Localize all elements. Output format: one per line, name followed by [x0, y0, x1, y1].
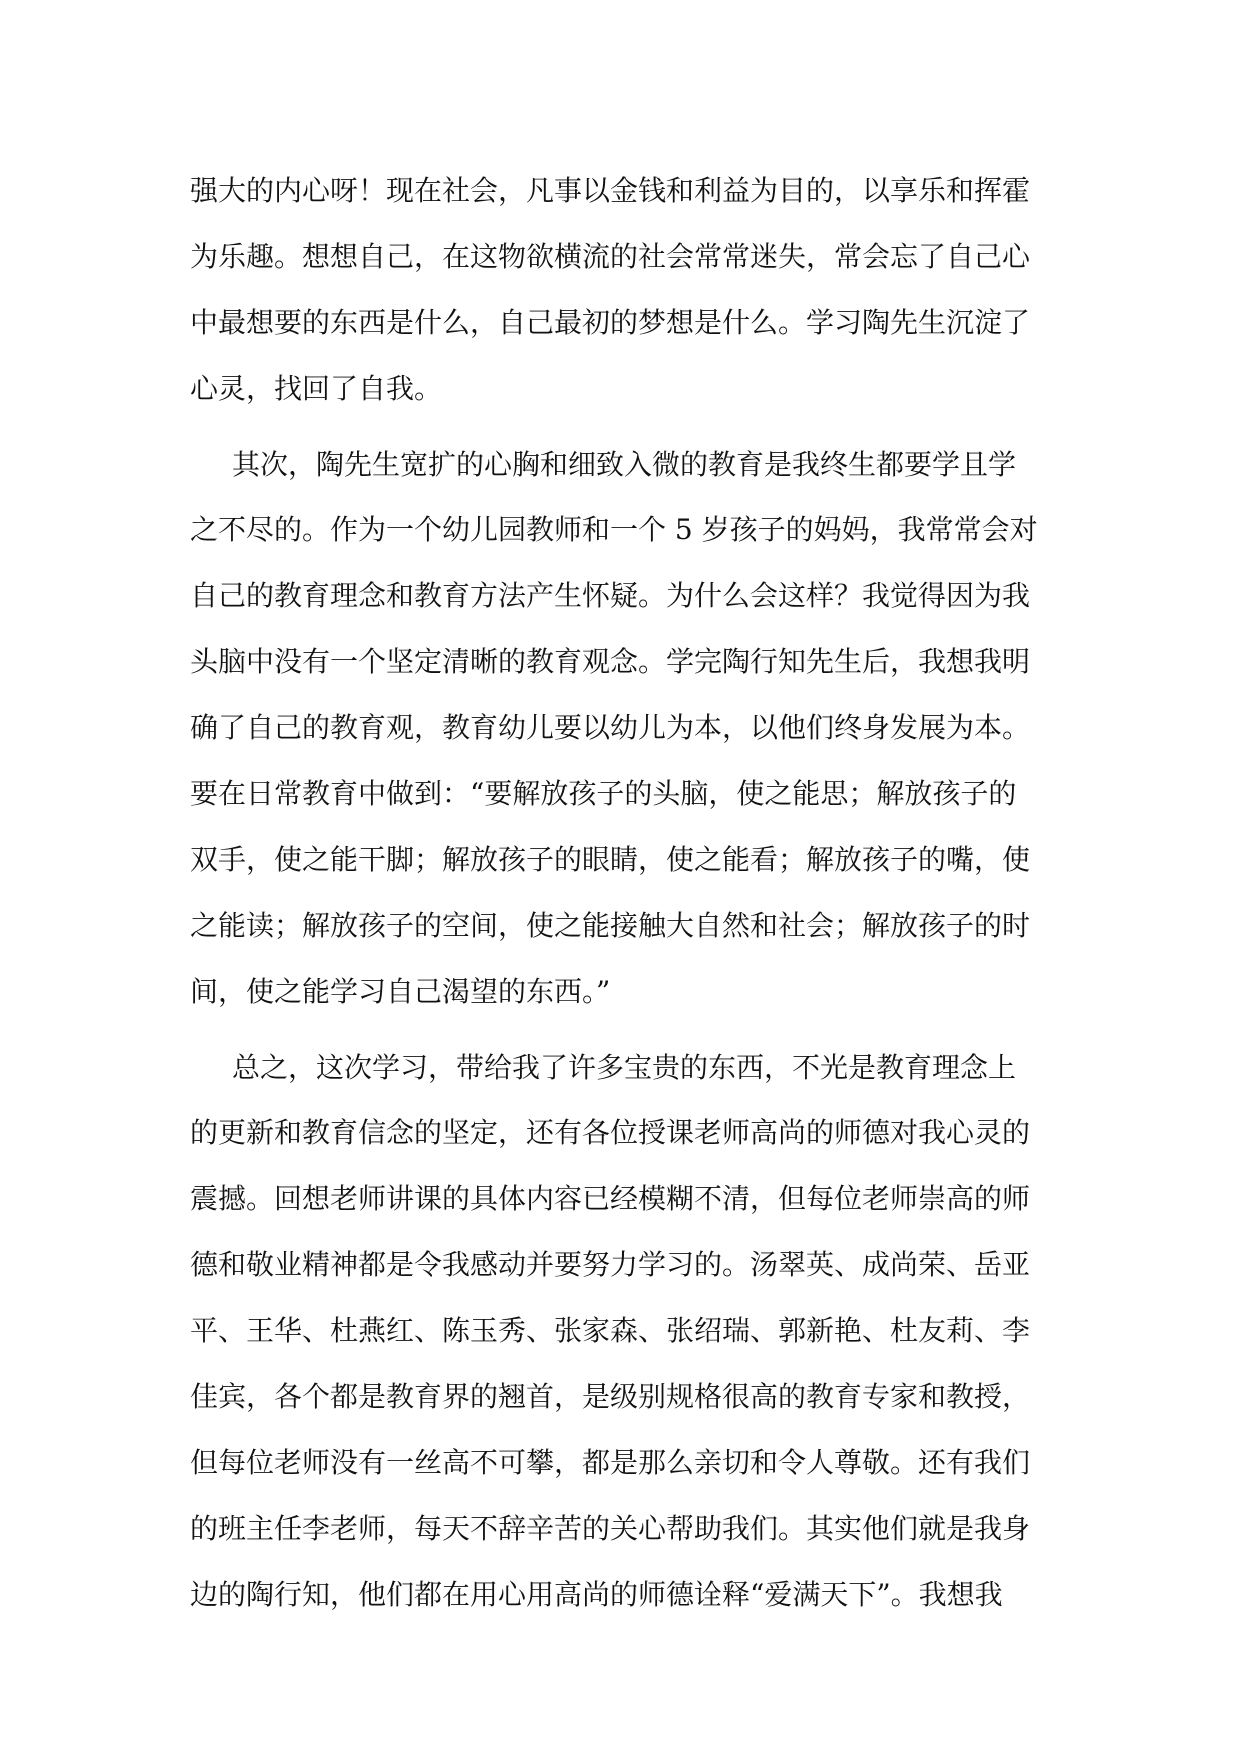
text-line: 平、王华、杜燕红、陈玉秀、张家森、张绍瑞、郭新艳、杜友莉、李 — [190, 1314, 1031, 1348]
text-line: 其次，陶先生宽扩的心胸和细致入微的教育是我终生都要学且学 — [232, 447, 1017, 481]
text-line: 之不尽的。作为一个幼儿园教师和一个 5 岁孩子的妈妈，我常常会对 — [190, 513, 1038, 547]
text-line: 德和敬业精神都是令我感动并要努力学习的。汤翠英、成尚荣、岳亚 — [190, 1248, 1031, 1282]
text-line: 的更新和教育信念的坚定，还有各位授课老师高尚的师德对我心灵的 — [190, 1116, 1031, 1150]
text-line: 心灵，找回了自我。 — [190, 371, 443, 405]
document-body — [190, 158, 1060, 1628]
text-line: 强大的内心呀！现在社会，凡事以金钱和利益为目的，以享乐和挥霍 — [190, 174, 1031, 207]
text-line: 震撼。回想老师讲课的具体内容已经模糊不清，但每位老师崇高的师 — [190, 1182, 1031, 1216]
paragraph-2 — [190, 432, 1060, 1025]
paragraph-1 — [190, 158, 1060, 422]
text-line: 中最想要的东西是什么，自己最初的梦想是什么。学习陶先生沉淀了 — [190, 305, 1031, 339]
text-line: 自己的教育理念和教育方法产生怀疑。为什么会这样？我觉得因为我 — [190, 579, 1031, 613]
text-line: 总之，这次学习，带给我了许多宝贵的东西，不光是教育理念上 — [232, 1050, 1017, 1084]
text-line: 双手，使之能干脚；解放孩子的眼睛，使之能看；解放孩子的嘴，使 — [190, 842, 1031, 876]
text-line: 边的陶行知，他们都在用心用高尚的师德诠释“爱满天下”。我想我 — [190, 1577, 1003, 1611]
text-line: 佳宾，各个都是教育界的翘首，是级别规格很高的教育专家和教授， — [190, 1380, 1031, 1414]
text-line: 之能读；解放孩子的空间，使之能接触大自然和社会；解放孩子的时 — [190, 908, 1031, 942]
text-line: 头脑中没有一个坚定清晰的教育观念。学完陶行知先生后，我想我明 — [190, 645, 1031, 679]
text-line: 但每位老师没有一丝高不可攀，都是那么亲切和令人尊敬。还有我们 — [190, 1445, 1031, 1479]
text-line: 要在日常教育中做到：“要解放孩子的头脑，使之能思；解放孩子的 — [190, 777, 1017, 811]
text-line: 间，使之能学习自己渴望的东西。” — [190, 974, 611, 1008]
text-line: 为乐趣。想想自己，在这物欲横流的社会常常迷失，常会忘了自己心 — [190, 239, 1031, 273]
text-line: 的班主任李老师，每天不辞辛苦的关心帮助我们。其实他们就是我身 — [190, 1511, 1031, 1545]
paragraph-3 — [190, 1035, 1060, 1628]
text-line: 确了自己的教育观，教育幼儿要以幼儿为本，以他们终身发展为本。 — [190, 711, 1031, 745]
